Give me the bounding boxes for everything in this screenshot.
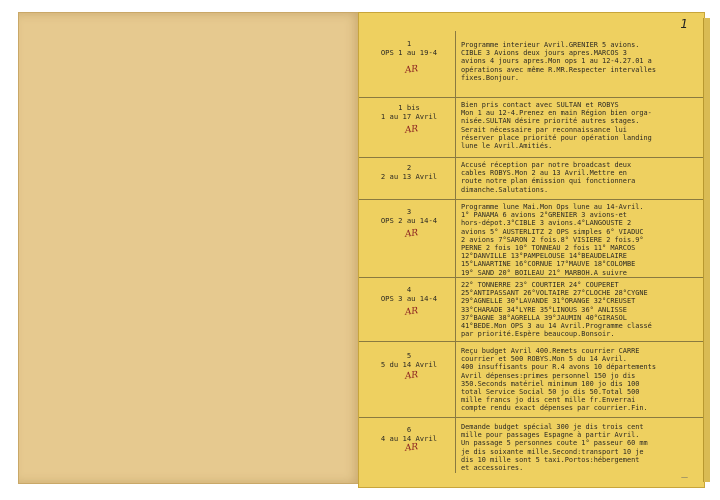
entry-ref: 1 au 17 Avril: [380, 112, 438, 121]
entry-ref: OPS 2 au 14-4: [380, 216, 438, 225]
entry-ref: OPS 1 au 19-4: [380, 48, 438, 57]
entry-text: Bien pris contact avec SULTAN et ROBYS Mon 1 au 12-4.Prenez en main Région bien orga- nisée.SULTAN désire priorité autres stages. Serait nécessaire par reconnaissance lui réserver place priorité pour opération landing lune le Avril.Amitiés.: [461, 101, 652, 151]
entry-text: Programme interieur Avril.GRENIER 5 avions. CIBLE 3 Avions deux jours apres.MARCOS 3 avions 4 jours apres.Mon ops 1 au 12-4.27.01 a opérations avec même R.MR.Respecter intervalles fixes.Bonjour.: [461, 41, 656, 82]
entry-2: [359, 157, 704, 200]
entry-text: 22° TONNERRE 23° COURTIER 24° COUPERET 25°ANTIPASSANT 26°VOLTAIRE 27°CLOCHE 28°CYGNE 29°AGNELLE 30°LAVANDE 31°ORANGE 32°CREUSET 33°CHARADE 34°LYRE 35°LINOUS 36° ANLISSE 37°BAGNE 38°AGRELLA 39°JAUMIN 40°GIRASOL 41°BEDE.Mon OPS 3 au 14 Avril.Programme classé par priorité.Espère beaucoup.Bonsoir.: [461, 281, 652, 339]
entry-1-bis: [359, 97, 704, 158]
entry-text: Demande budget spécial 300 je dis trois cent mille pour passages Espagne à partir Avril. Un passage 5 personnes coute 1° passeur 60 mm je dis soixante mille.Second:transport 10 je dis 10 mille sont 5 taxi.Portos:hébergement et accessoires.: [461, 423, 648, 473]
ar-mark: AR: [404, 124, 419, 136]
entry-number: 2: [406, 163, 412, 172]
entry-ref: OPS 3 au 14-4: [380, 294, 438, 303]
entry-1: [359, 35, 704, 98]
ar-mark: AR: [404, 228, 419, 240]
entry-number: 3: [406, 207, 412, 216]
left-page: [18, 12, 362, 484]
entry-ref: 2 au 13 Avril: [380, 172, 438, 181]
bottom-note: —: [681, 473, 688, 481]
page-number: 1: [680, 17, 688, 31]
entry-number: 4: [406, 285, 412, 294]
entry-text: Programme lune Mai.Mon Ops lune au 14-Avril. 1° PANAMA 6 avions 2°GRENIER 3 avions-et hors-dépot.3°CIBLE 3 avions.4°LANGOUSTE 2 avions 5° AUSTERLITZ 2 OPS simples 6° VIADUC 2 avions 7°SARON 2 fois.8° VISIERE 2 fois.9° PERNE 2 fois 10° TONNEAU 2 fois 11° MARCOS 12°DANVILLE 13°PAMPELOUSE 14°BEAUDELAIRE 15°LANARTINE 16°CORNUE 17°MAUVE 18°COLOMBE 19° SAND 20° BOILEAU 21° MARBOH.A suivre: [461, 203, 644, 277]
entry-number: 1 bis: [398, 103, 420, 112]
ar-mark: AR: [404, 370, 419, 382]
entry-number: 1: [406, 39, 412, 48]
ar-mark: AR: [404, 64, 419, 76]
entry-6: [359, 417, 704, 473]
entry-3: [359, 199, 704, 278]
entry-4: [359, 277, 704, 342]
entry-number: 5: [406, 351, 412, 360]
entry-5: [359, 341, 704, 418]
entry-number: 6: [406, 425, 412, 434]
right-page: [358, 12, 705, 488]
ar-mark: AR: [404, 442, 419, 454]
entry-ref: 4 au 14 Avril: [380, 434, 438, 443]
entry-ref: 5 du 14 Avril: [380, 360, 438, 369]
entry-text: Accusé réception par notre broadcast deux cables ROBYS.Mon 2 au 13 Avril.Mettre en route notre plan émission qui fonctionnera dimanche.Salutations.: [461, 161, 636, 194]
page-stack-edge: [703, 18, 710, 482]
entry-text: Reçu budget Avril 400.Remets courrier CARRE courrier et 500 ROBYS.Mon 5 du 14 Avril. 400 insuffisants pour R.4 avons 10 départements Avril dépenses:primes personnel 150 jo dis 350.Seconds matériel minimum 100 jo dis 100 total Service Social 50 jo dis 50.Total 500 mille francs jo dis cent mille fr.Enverrai compte rendu exact dépenses par courrier.Fin.: [461, 347, 656, 413]
ar-mark: AR: [404, 306, 419, 318]
